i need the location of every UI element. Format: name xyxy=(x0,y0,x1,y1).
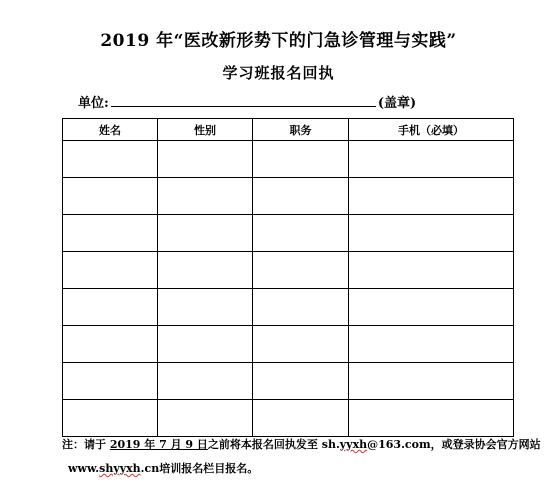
name-cell[interactable] xyxy=(63,141,158,178)
gender-cell[interactable] xyxy=(158,400,253,437)
name-cell[interactable] xyxy=(63,252,158,289)
position-cell[interactable] xyxy=(253,252,349,289)
table-row xyxy=(63,215,514,252)
position-cell[interactable] xyxy=(253,215,349,252)
phone-cell[interactable] xyxy=(349,363,514,400)
gender-cell[interactable] xyxy=(158,178,253,215)
header-phone: 手机（必填） xyxy=(349,119,514,141)
header-gender: 性别 xyxy=(158,119,253,141)
phone-cell[interactable] xyxy=(349,289,514,326)
website-suffix: .cn xyxy=(140,462,160,475)
position-cell[interactable] xyxy=(253,363,349,400)
phone-cell[interactable] xyxy=(349,178,514,215)
phone-cell[interactable] xyxy=(349,252,514,289)
seal-note: (盖章) xyxy=(377,96,417,111)
table-row xyxy=(63,178,514,215)
email-domain: @163.com，或登录协会官方网站 xyxy=(367,438,541,451)
phone-cell[interactable] xyxy=(349,141,514,178)
name-cell[interactable] xyxy=(63,400,158,437)
name-cell[interactable] xyxy=(63,326,158,363)
website-name: shyyxh xyxy=(99,462,141,475)
table-row xyxy=(63,252,514,289)
table-row xyxy=(63,289,514,326)
phone-cell[interactable] xyxy=(349,400,514,437)
note-ending: 培训报名栏目报名。 xyxy=(159,462,259,475)
position-cell[interactable] xyxy=(253,326,349,363)
unit-line xyxy=(78,92,416,111)
unit-label: 单位: xyxy=(78,96,109,111)
table-row xyxy=(63,363,514,400)
phone-cell[interactable] xyxy=(349,326,514,363)
name-cell[interactable] xyxy=(63,215,158,252)
note-middle: 之前将本报名回执发至 sh. xyxy=(207,438,340,451)
note-prefix: 注：请于 xyxy=(62,438,110,451)
phone-cell[interactable] xyxy=(349,215,514,252)
document-title: 2019 年“医改新形势下的门急诊管理与实践” xyxy=(100,31,457,51)
header-position: 职务 xyxy=(253,119,349,141)
gender-cell[interactable] xyxy=(158,252,253,289)
gender-cell[interactable] xyxy=(158,326,253,363)
document-subtitle: 学习班报名回执 xyxy=(222,64,335,82)
position-cell[interactable] xyxy=(253,178,349,215)
position-cell[interactable] xyxy=(253,400,349,437)
deadline-date: 2019 年 7 月 9 日 xyxy=(109,438,208,451)
gender-cell[interactable] xyxy=(158,215,253,252)
email-user: yyxh xyxy=(339,438,368,451)
gender-cell[interactable] xyxy=(158,363,253,400)
gender-cell[interactable] xyxy=(158,289,253,326)
table-row xyxy=(63,326,514,363)
name-cell[interactable] xyxy=(63,178,158,215)
header-name: 姓名 xyxy=(63,119,158,141)
submission-note-line-1 xyxy=(62,436,541,452)
table-row xyxy=(63,400,514,437)
name-cell[interactable] xyxy=(63,363,158,400)
gender-cell[interactable] xyxy=(158,141,253,178)
position-cell[interactable] xyxy=(253,289,349,326)
registration-table xyxy=(62,118,514,437)
name-cell[interactable] xyxy=(63,289,158,326)
submission-note-line-2 xyxy=(68,460,258,476)
website-prefix: www. xyxy=(68,462,100,475)
unit-blank-field[interactable] xyxy=(111,94,376,107)
table-header-row xyxy=(63,119,514,141)
table-row xyxy=(63,141,514,178)
position-cell[interactable] xyxy=(253,141,349,178)
